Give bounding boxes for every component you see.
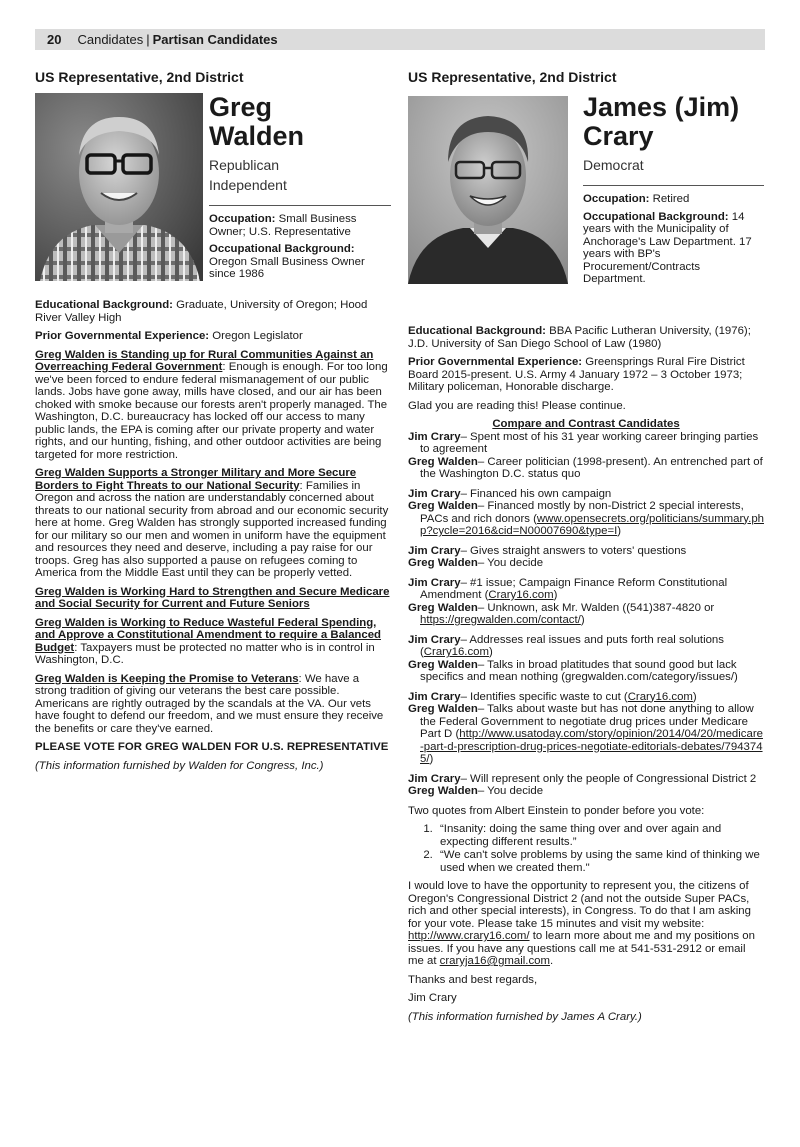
candidate-walden — [35, 69, 391, 778]
occupation: Occupation: Small Business Owner; U.S. Representative — [209, 213, 357, 238]
statement-military: Greg Walden Supports a Stronger Military and More Secure Borders to Fight Threats to our National Security: Families in Oregon and across the nation are understandably concerned about threats to our national security from abroad and our economic security here at home. Greg Walden has strongly supported increased funding for our military so our men and women in uniform have the equipment and resources they need and deserve, including a pay raise for our troops. Greg has also supported a pause on refugees coming to America from the Middle East until they can be properly vetted. — [35, 467, 389, 579]
office-title: US Representative, 2nd District — [35, 69, 244, 85]
statement-veterans: Greg Walden is Keeping the Promise to Veterans: We have a strong tradition of giving our veterans the best care possible. Americans are rightly outraged by the scandals at the VA. Our vets have fought to defend our freedom, and we must ensure they receive the benefits or care they've earned. — [35, 672, 384, 735]
usatoday-link[interactable]: http://www.usatoday.com/story/opinion/2014/04/20/medicare-part-d-prescription-drug-prices-negotiate-editorials-debates/7943745/ — [420, 728, 763, 765]
crary16-link[interactable]: Crary16.com — [627, 690, 693, 703]
occupational-background: Occupational Background: 14 years with the Municipality of Anchorage's Law Department. 17 years with BP's Procurement/Contracts Department. — [583, 210, 752, 285]
statement-rural: Greg Walden is Standing up for Rural Communities Against an Overreaching Federal Government: Enough is enough. For too long we've been forced to endure federal mismanagement of our public lands. Jobs have gone away, mills have closed, and our air has been choked with smoke because our forests aren't properly managed. The Washington, D.C. bureaucracy has locked off our access to many public lands, the EPA is coming after our private property and water rights, and our hunting, fishing, and other outdoor activities are being targeted for more restriction. — [35, 348, 388, 461]
divider — [583, 185, 764, 186]
subsection-name: Partisan Candidates — [152, 32, 278, 47]
candidate-name-line1: Greg — [209, 92, 273, 122]
signoff: Jim Crary — [408, 992, 457, 1004]
educational-background: Educational Background: Graduate, University of Oregon; Hood River Valley High — [35, 299, 368, 324]
compare-pair: Jim Crary– Gives straight answers to voters' questions Greg Walden– You decide — [408, 544, 687, 569]
candidate-name-line2: Walden — [209, 121, 305, 151]
governmental-experience: Prior Governmental Experience: Oregon Legislator — [35, 330, 303, 342]
party-line1: Republican — [209, 157, 280, 173]
party-line2: Independent — [209, 177, 287, 193]
office-title: US Representative, 2nd District — [408, 69, 617, 85]
compare-pair: Jim Crary– Spent most of his 31 year working career bringing parties to agreement Greg Walden– Career politician (1998-present). An entrenched part of the Washington D.C. status quo — [408, 430, 763, 480]
statement-medicare: Greg Walden is Working Hard to Strengthen and Secure Medicare and Social Security for Current and Future Seniors — [35, 585, 390, 610]
vote-appeal: PLEASE VOTE FOR GREG WALDEN FOR U.S. REPRESENTATIVE — [35, 741, 389, 753]
page-header: 20 Candidates | Partisan Candidates — [35, 29, 765, 50]
candidate-name-line1: James (Jim) — [583, 92, 740, 122]
compare-pair: Jim Crary– #1 issue; Campaign Finance Reform Constitutional Amendment (Crary16.com) Greg Walden– Unknown, ask Mr. Walden ((541)387-4820 or https://gregwalden.com/contact/) — [408, 576, 728, 626]
intro-text: Glad you are reading this! Please continue. — [408, 399, 626, 412]
quote-item: 1. “Insanity: doing the same thing over and over again and expecting different results.” — [436, 823, 764, 848]
closing-paragraph: I would love to have the opportunity to represent you, the citizens of Oregon's Congressional District 2 (and not the outside Super PACs, rich and other special interests), in Congress. To do that I am asking for your vote. Please take 15 minutes and visit my website: http://www.crary16.com/ to learn more about me and my positions on issues. If you have any questions call me at 541-531-2912 or email me at craryja16@gmail.com. — [408, 880, 755, 967]
furnished-note: (This information furnished by Walden for Congress, Inc.) — [35, 759, 324, 772]
furnished-note: (This information furnished by James A Crary.) — [408, 1010, 642, 1023]
divider — [209, 205, 391, 206]
website-link[interactable]: http://www.crary16.com/ — [408, 930, 530, 942]
candidate-crary — [408, 69, 764, 1029]
candidate-photo-walden — [35, 93, 203, 281]
party: Democrat — [583, 157, 644, 173]
page-number: 20 — [47, 32, 62, 47]
quote-item: 2. “We can't solve problems by using the same kind of thinking we used when we created them." — [436, 849, 764, 874]
compare-pair: Jim Crary– Addresses real issues and puts forth real solutions (Crary16.com) Greg Walden– Talks in broad platitudes that sound good but lack specifics and mean nothing (gregwalden.com/category/issues/) — [408, 633, 738, 683]
candidate-name-line2: Crary — [583, 121, 654, 151]
quote-list — [408, 823, 764, 874]
crary16-link[interactable]: Crary16.com — [423, 646, 489, 658]
gregwalden-contact-link[interactable]: https://gregwalden.com/contact/ — [420, 614, 581, 626]
compare-pair: Jim Crary– Will represent only the people of Congressional District 2 Greg Walden– You decide — [408, 772, 757, 797]
einstein-intro: Two quotes from Albert Einstein to ponder before you vote: — [408, 804, 705, 817]
occupation: Occupation: Retired — [583, 193, 690, 205]
occupational-background: Occupational Background: Oregon Small Business Owner since 1986 — [209, 243, 365, 280]
statement-spending: Greg Walden is Working to Reduce Wasteful Federal Spending, and Approve a Constitutional Amendment to require a Balanced Budget: Taxpayers must be protected no matter who is in control in Washington, D.C. — [35, 616, 381, 666]
opensecrets-link[interactable]: www.opensecrets.org/politicians/summary.php?cycle=2016&cid=N00007690&type=I — [420, 512, 764, 537]
thanks: Thanks and best regards, — [408, 973, 538, 986]
email-link[interactable]: craryja16@gmail.com — [439, 955, 550, 967]
candidate-photo-crary — [408, 96, 568, 284]
educational-background: Educational Background: BBA Pacific Lutheran University, (1976); J.D. University of San Diego School of Law (1980) — [408, 325, 751, 350]
governmental-experience: Prior Governmental Experience: Greensprings Rural Fire District Board 2015-present. U.S. Army 4 January 1972 – 3 October 1973; Military policeman, Honorable discharge. — [408, 356, 745, 393]
crary16-link[interactable]: Crary16.com — [488, 589, 554, 601]
section-name: Candidates — [77, 32, 144, 47]
compare-pair: Jim Crary– Identifies specific waste to cut (Crary16.com) Greg Walden– Talks about waste but has not done anything to allow the Federal Government to negotiate drug prices under Medicare Part D (http://www.usatoday.com/story/opinion/2014/04/20/medicare-part-d-prescription-drug-prices-negotiate-editorials-debates/7943745/) — [408, 690, 763, 765]
compare-title: Compare and Contrast Candidates — [492, 418, 680, 430]
compare-pair: Jim Crary– Financed his own campaign Greg Walden– Financed mostly by non-District 2 special interests, PACs and rich donors (www.opensecrets.org/politicians/summary.php?cycle=2016&cid=N00007690&type=I) — [408, 487, 764, 537]
